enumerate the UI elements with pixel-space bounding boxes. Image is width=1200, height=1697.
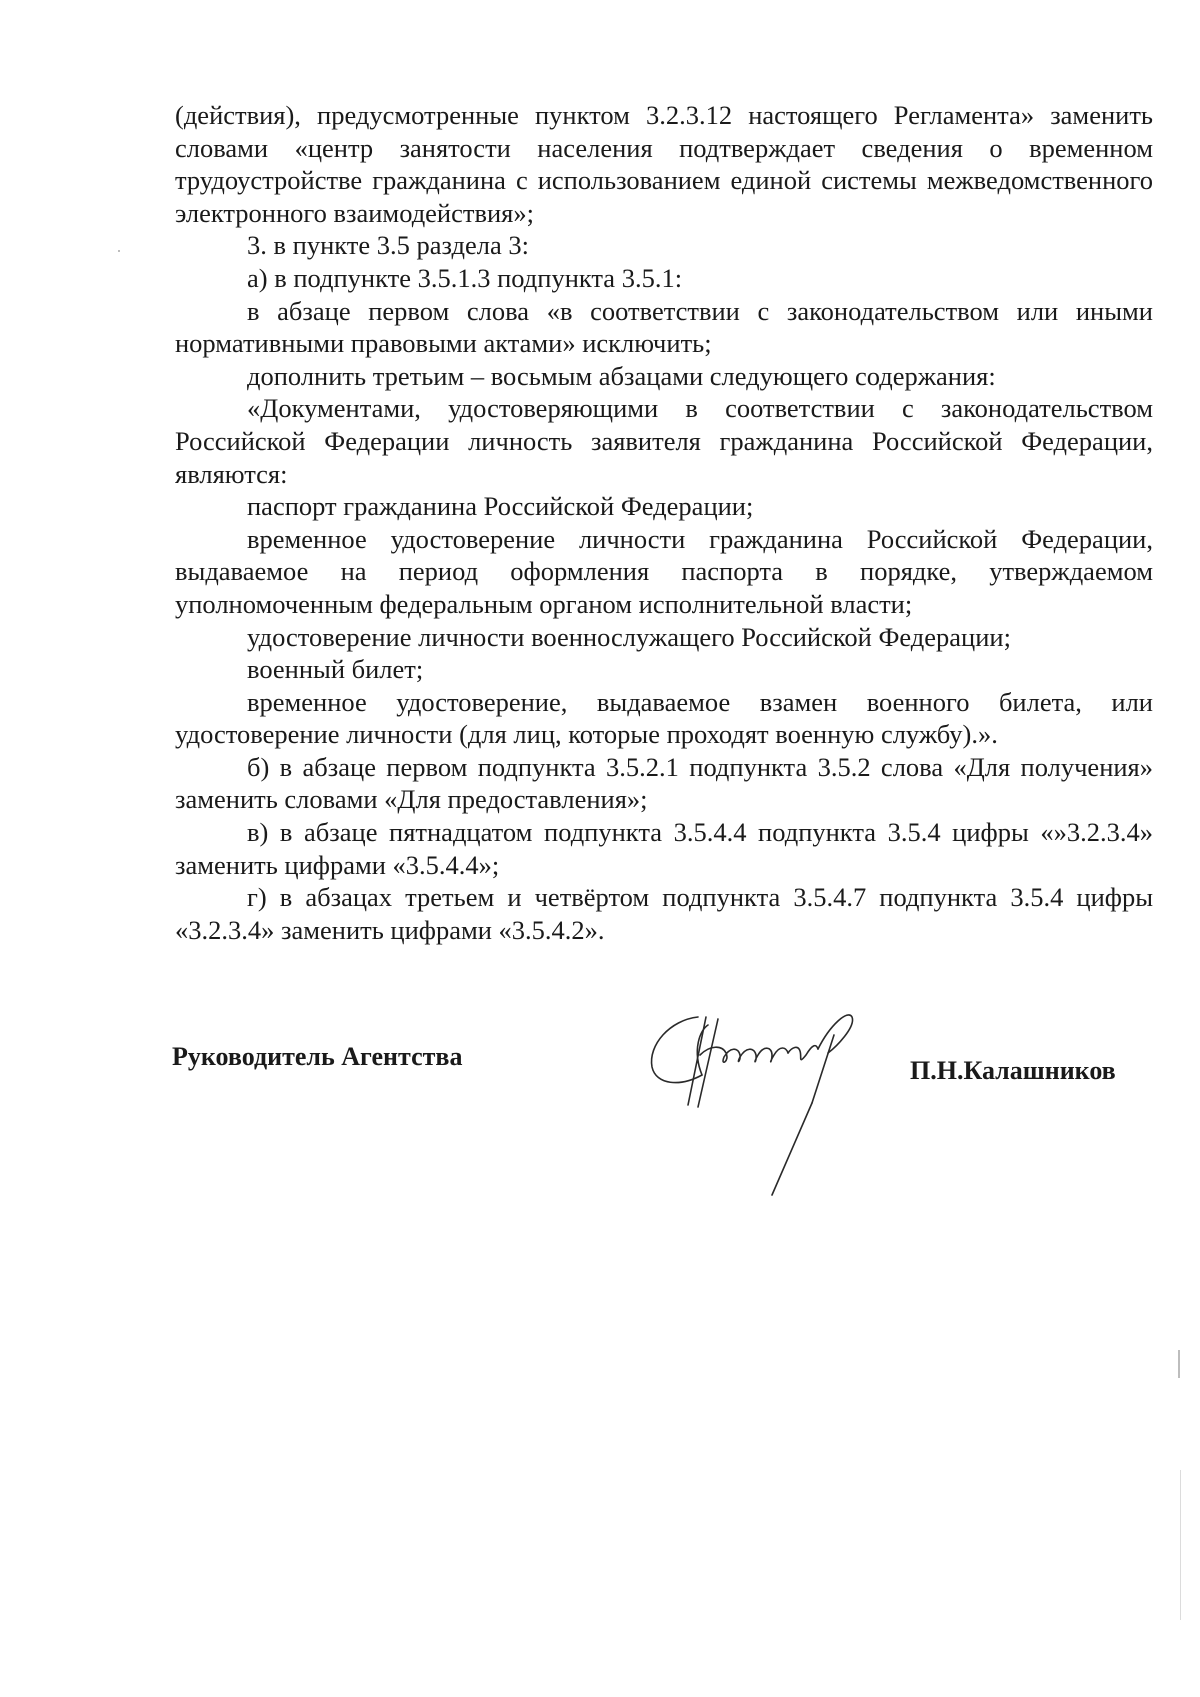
signature-block	[0, 1000, 1200, 1220]
paragraph-documents: «Документами, удостоверяющими в соответствии с законодательством Российской Федерации личность заявителя гражданина Российской Федерации, являются:	[175, 393, 1153, 489]
paragraph-item-3: 3. в пункте 3.5 раздела 3:	[247, 230, 529, 261]
paragraph-first-abzac: в абзаце первом слова «в соответствии с законодательством или иными нормативными правовыми актами» исключить;	[175, 295, 1153, 359]
signatory-name: П.Н.Калашников	[910, 1056, 1116, 1085]
handwritten-signature	[640, 995, 920, 1205]
paragraph-military-id: удостоверение личности военнослужащего Российской Федерации;	[247, 621, 1011, 652]
signatory-position: Руководитель Агентства	[172, 1042, 463, 1071]
paragraph-supplement: дополнить третьим – восьмым абзацами следующего содержания:	[247, 360, 996, 391]
paragraph-continuation: (действия), предусмотренные пунктом 3.2.3.12 настоящего Регламента» заменить словами «центр занятости населения подтверждает сведения о временном трудоустройстве гражданина с использованием единой системы межведомственного электронного взаимодействия»;	[175, 100, 1153, 228]
document-body	[175, 99, 1153, 946]
paragraph-subitem-b: б) в абзаце первом подпункта 3.5.2.1 подпункта 3.5.2 слова «Для получения» заменить словами «Для предоставления»;	[175, 751, 1153, 815]
scan-dot	[118, 250, 120, 252]
scan-edge-mark	[1180, 1470, 1181, 1620]
paragraph-temporary-certificate: временное удостоверение, выдаваемое взамен военного билета, или удостоверение личности (для лиц, которые проходят военную службу).».	[175, 686, 1153, 750]
paragraph-subitem-g: г) в абзацах третьем и четвёртом подпункта 3.5.4.7 подпункта 3.5.4 цифры «3.2.3.4» заменить цифрами «3.5.4.2».	[175, 882, 1153, 945]
scan-edge-mark	[1178, 1350, 1180, 1378]
paragraph-military-ticket: военный билет;	[247, 654, 424, 685]
paragraph-temporary-id: временное удостоверение личности гражданина Российской Федерации, выдаваемое на период оформления паспорта в порядке, утверждаемом уполномоченным федеральным органом исполнительной власти;	[175, 523, 1153, 619]
paragraph-subitem-a: а) в подпункте 3.5.1.3 подпункта 3.5.1:	[247, 262, 683, 293]
paragraph-passport: паспорт гражданина Российской Федерации;	[247, 491, 754, 522]
paragraph-subitem-v: в) в абзаце пятнадцатом подпункта 3.5.4.4 подпункта 3.5.4 цифры «»3.2.3.4» заменить цифрами «3.5.4.4»;	[175, 817, 1153, 880]
